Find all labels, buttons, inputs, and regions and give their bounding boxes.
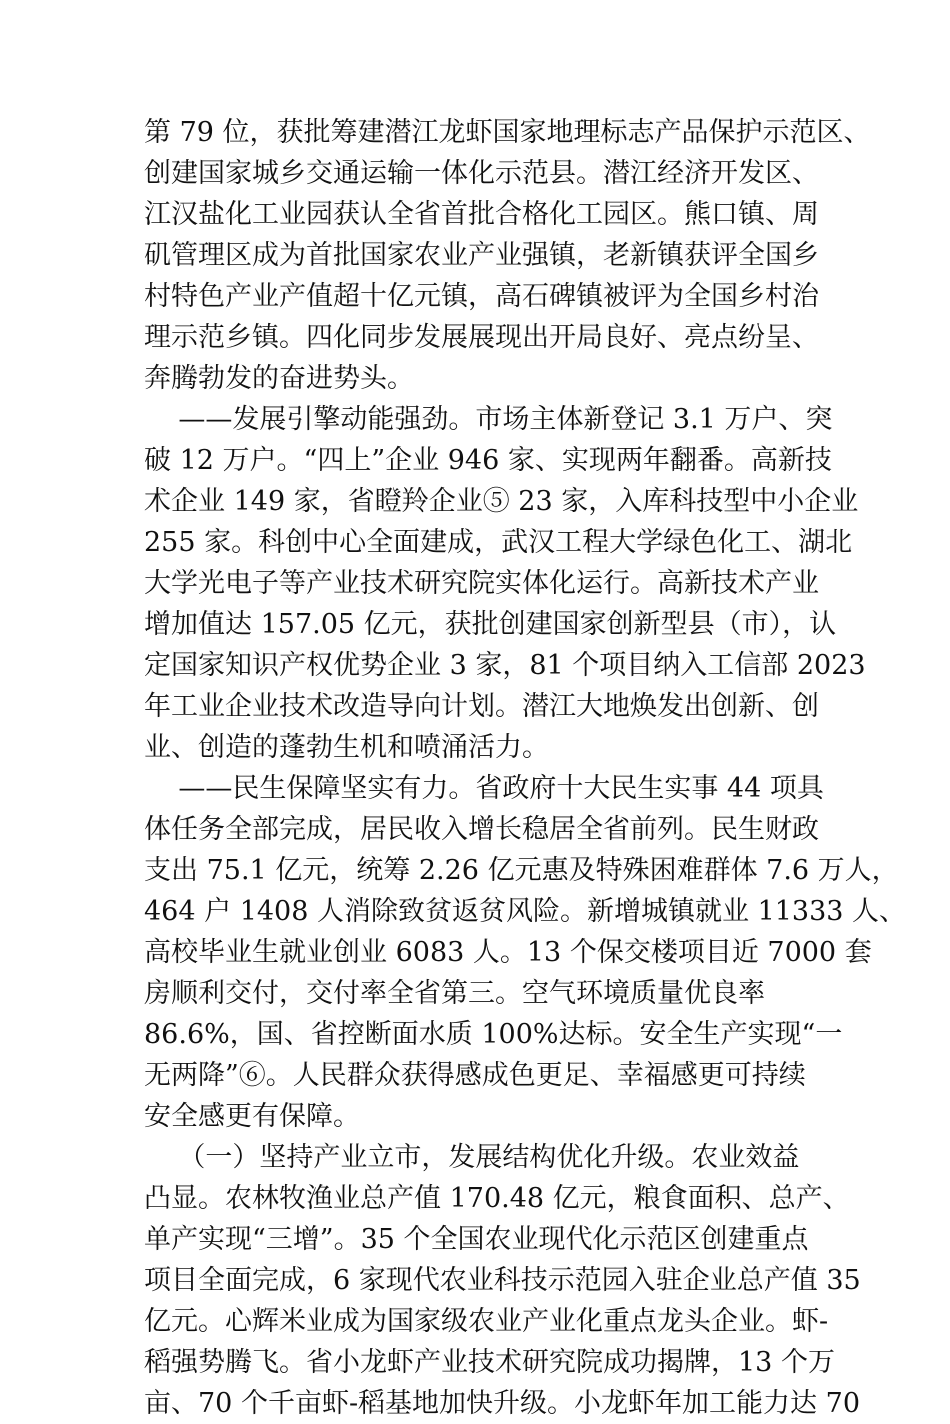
text-line: 江汉盐化工业园获认全省首批合格化工园区。熊口镇、周: [144, 199, 819, 230]
body-text: [144, 112, 907, 1424]
text-line: 安全感更有保障。: [144, 1101, 360, 1132]
text-line: ——民生保障坚实有力。省政府十大民生实事 44 项具: [144, 773, 824, 804]
text-line: 86.6%，国、省控断面水质 100%达标。安全生产实现“一: [144, 1019, 843, 1050]
text-line: 村特色产业产值超十亿元镇，高石碑镇被评为全国乡村治: [144, 281, 819, 312]
text-line: 增加值达 157.05 亿元，获批创建国家创新型县（市），认: [144, 609, 837, 640]
text-line: 亿元。心辉米业成为国家级农业产业化重点龙头企业。虾-: [144, 1306, 829, 1337]
text-line: 大学光电子等产业技术研究院实体化运行。高新技术产业: [144, 568, 819, 599]
text-line: 体任务全部完成，居民收入增长稳居全省前列。民生财政: [144, 814, 819, 845]
text-line: 稻强势腾飞。省小龙虾产业技术研究院成功揭牌，13 个万: [144, 1347, 835, 1378]
text-line: 第 79 位，获批筹建潜江龙虾国家地理标志产品保护示范区、: [144, 117, 871, 148]
text-line: 项目全面完成，6 家现代农业科技示范园入驻企业总产值 35: [144, 1265, 861, 1296]
text-line: 定国家知识产权优势企业 3 家，81 个项目纳入工信部 2023: [144, 650, 866, 681]
text-line: 理示范乡镇。四化同步发展展现出开局良好、亮点纷呈、: [144, 322, 819, 353]
text-line: 凸显。农林牧渔业总产值 170.48 亿元，粮食面积、总产、: [144, 1183, 850, 1214]
text-line: 亩、70 个千亩虾-稻基地加快升级。小龙虾年加工能力达 70: [144, 1388, 860, 1419]
text-line: 年工业企业技术改造导向计划。潜江大地焕发出创新、创: [144, 691, 819, 722]
text-line: 464 户 1408 人消除致贫返贫风险。新增城镇就业 11333 人、: [144, 896, 907, 927]
text-line: 支出 75.1 亿元，统筹 2.26 亿元惠及特殊困难群体 7.6 万人，: [144, 855, 899, 886]
text-line: 创建国家城乡交通运输一体化示范县。潜江经济开发区、: [144, 158, 819, 189]
text-line: 无两降”⑥。人民群众获得感成色更足、幸福感更可持续: [144, 1060, 806, 1091]
text-line: 业、创造的蓬勃生机和喷涌活力。: [144, 732, 549, 763]
text-line: 255 家。科创中心全面建成，武汉工程大学绿色化工、湖北: [144, 527, 853, 558]
text-line: ——发展引擎动能强劲。市场主体新登记 3.1 万户、突: [144, 404, 833, 435]
text-line: 术企业 149 家，省瞪羚企业⑤ 23 家，入库科技型中小企业: [144, 486, 859, 517]
text-line: 单产实现“三增”。35 个全国农业现代化示范区创建重点: [144, 1224, 809, 1255]
text-line: 高校毕业生就业创业 6083 人。13 个保交楼项目近 7000 套: [144, 937, 872, 968]
text-line: 奔腾勃发的奋进势头。: [144, 363, 414, 394]
text-line: 房顺利交付，交付率全省第三。空气环境质量优良率: [144, 978, 765, 1009]
text-line: 矶管理区成为首批国家农业产业强镇，老新镇获评全国乡: [144, 240, 819, 271]
text-line: 破 12 万户。“四上”企业 946 家、实现两年翻番。高新技: [144, 445, 832, 476]
text-line: （一）坚持产业立市，发展结构优化升级。农业效益: [144, 1142, 800, 1173]
